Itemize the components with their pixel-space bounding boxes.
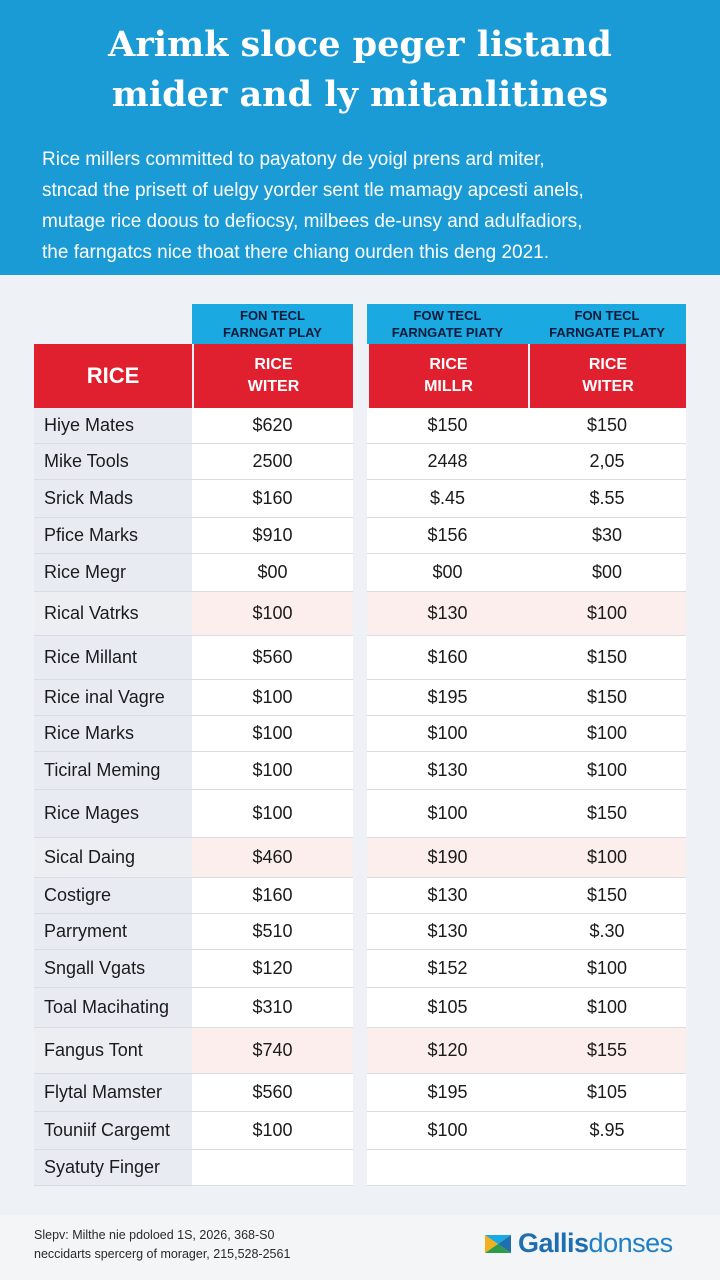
subheader-line: FARNGAT PLAY xyxy=(223,325,322,340)
subheader-line: FOW TECL xyxy=(413,308,482,323)
column-header-line: RICE xyxy=(254,356,293,373)
intro-line: the farngatcs nice thoat there chiang ourden this deng 2021. xyxy=(42,242,550,263)
rice-witer-2-value: $100 xyxy=(528,752,686,790)
row-label: Flytal Mamster xyxy=(34,1074,192,1112)
brand-logo xyxy=(483,1228,673,1259)
rice-millr-value: $152 xyxy=(367,950,528,988)
row-label: Sical Daing xyxy=(34,838,192,878)
rice-witer-value: $00 xyxy=(192,554,353,592)
rice-millr-value: $195 xyxy=(367,1074,528,1112)
table-row xyxy=(0,680,720,716)
table-row xyxy=(0,716,720,752)
rice-witer-2-value: $150 xyxy=(528,878,686,914)
row-label: Parryment xyxy=(34,914,192,950)
subheader-line: FARNGATE PLATY xyxy=(549,325,665,340)
table-row xyxy=(0,988,720,1028)
table-row xyxy=(0,636,720,680)
table-row xyxy=(0,914,720,950)
rice-witer-value: $100 xyxy=(192,1112,353,1150)
table-row xyxy=(0,838,720,878)
row-label: Rice Mages xyxy=(34,790,192,838)
table-row xyxy=(0,1112,720,1150)
column-header-line: WITER xyxy=(247,378,300,395)
row-label: Ticiral Meming xyxy=(34,752,192,790)
table-row xyxy=(0,752,720,790)
rice-millr-value: $120 xyxy=(367,1028,528,1074)
rice-millr-value: $100 xyxy=(367,716,528,752)
rice-witer-value: $560 xyxy=(192,636,353,680)
rice-witer-2-value xyxy=(528,1150,686,1186)
table-row xyxy=(0,790,720,838)
rice-witer-value: $560 xyxy=(192,1074,353,1112)
intro-line: mutage rice doous to defiocsy, milbees de-unsy and adulfadiors, xyxy=(42,211,583,232)
rice-witer-2-value: $100 xyxy=(528,988,686,1028)
rice-witer-2-value: $150 xyxy=(528,680,686,716)
rice-witer-value: $160 xyxy=(192,878,353,914)
row-label: Srick Mads xyxy=(34,480,192,518)
rice-millr-value: $130 xyxy=(367,878,528,914)
rice-witer-value: $510 xyxy=(192,914,353,950)
rice-millr-value: $.45 xyxy=(367,480,528,518)
rice-millr-value: $130 xyxy=(367,752,528,790)
rice-millr-value: 2448 xyxy=(367,444,528,480)
rice-witer-value: $740 xyxy=(192,1028,353,1074)
table-row xyxy=(0,592,720,636)
rice-witer-2-value: $105 xyxy=(528,1074,686,1112)
rice-witer-2-value: $00 xyxy=(528,554,686,592)
logo-wordmark-bold: Gallis xyxy=(518,1228,589,1258)
rice-witer-value: $100 xyxy=(192,752,353,790)
footnote-line: neccidarts spercerg of morager, 215,528-2561 xyxy=(34,1247,291,1261)
table-header-rice: RICE xyxy=(34,344,192,408)
rice-millr-value: $00 xyxy=(367,554,528,592)
rice-witer-2-value: $150 xyxy=(528,408,686,444)
rice-millr-value: $130 xyxy=(367,914,528,950)
intro-line: stncad the prisett of uelgy yorder sent tle mamagy apcesti anels, xyxy=(42,180,584,201)
table-row xyxy=(0,444,720,480)
row-label: Hiye Mates xyxy=(34,408,192,444)
rice-witer-value: $100 xyxy=(192,790,353,838)
column-subheader xyxy=(367,304,528,344)
rice-witer-value: $620 xyxy=(192,408,353,444)
header-banner xyxy=(0,0,720,275)
rice-witer-value: $120 xyxy=(192,950,353,988)
rice-witer-2-value: $100 xyxy=(528,592,686,636)
rice-witer-value: $100 xyxy=(192,680,353,716)
rice-millr-value xyxy=(367,1150,528,1186)
column-header xyxy=(530,344,686,408)
row-label: Rice Megr xyxy=(34,554,192,592)
row-label: Fangus Tont xyxy=(34,1028,192,1074)
column-header-line: RICE xyxy=(429,356,468,373)
column-header xyxy=(194,344,353,408)
column-subheader xyxy=(192,304,353,344)
column-header xyxy=(369,344,528,408)
table-row xyxy=(0,1074,720,1112)
rice-millr-value: $190 xyxy=(367,838,528,878)
title-line: mider and ly mitanlitines xyxy=(111,74,609,115)
row-label: Rice inal Vagre xyxy=(34,680,192,716)
row-label: Sngall Vgats xyxy=(34,950,192,988)
table-row xyxy=(0,950,720,988)
rice-witer-2-value: $30 xyxy=(528,518,686,554)
row-label: Toal Macihating xyxy=(34,988,192,1028)
rice-millr-value: $130 xyxy=(367,592,528,636)
rice-witer-value: $310 xyxy=(192,988,353,1028)
footnote-line: Slepv: Milthe nie pdoloed 1S, 2026, 368-S0 xyxy=(34,1228,275,1242)
logo-wordmark-rest: donses xyxy=(588,1228,673,1258)
rice-millr-value: $195 xyxy=(367,680,528,716)
rice-witer-2-value: 2,05 xyxy=(528,444,686,480)
rice-witer-value: $460 xyxy=(192,838,353,878)
rice-witer-value: $910 xyxy=(192,518,353,554)
column-header-line: MILLR xyxy=(424,378,473,395)
subheader-line: FON TECL xyxy=(574,308,640,323)
row-label: Mike Tools xyxy=(34,444,192,480)
rice-witer-2-value: $.30 xyxy=(528,914,686,950)
subheader-line: FON TECL xyxy=(240,308,305,323)
rice-witer-2-value: $100 xyxy=(528,950,686,988)
rice-millr-value: $156 xyxy=(367,518,528,554)
column-header-line: RICE xyxy=(588,356,628,373)
rice-millr-value: $100 xyxy=(367,1112,528,1150)
rice-millr-value: $150 xyxy=(367,408,528,444)
rice-witer-2-value: $100 xyxy=(528,838,686,878)
table-row xyxy=(0,518,720,554)
rice-witer-value: $100 xyxy=(192,716,353,752)
rice-witer-2-value: $.95 xyxy=(528,1112,686,1150)
row-label: Syatuty Finger xyxy=(34,1150,192,1186)
subheader-line: FARNGATE PIATY xyxy=(391,325,504,340)
row-label: Costigre xyxy=(34,878,192,914)
page-title xyxy=(0,20,720,120)
table-row xyxy=(0,554,720,592)
rice-millr-value: $160 xyxy=(367,636,528,680)
logo-wordmark xyxy=(518,1228,673,1259)
rice-witer-2-value: $155 xyxy=(528,1028,686,1074)
table-row xyxy=(0,408,720,444)
rice-witer-2-value: $100 xyxy=(528,716,686,752)
rice-witer-value: $160 xyxy=(192,480,353,518)
logo-mark-icon xyxy=(483,1229,513,1259)
footnote xyxy=(34,1226,290,1264)
column-header-line: WITER xyxy=(582,378,634,395)
rice-witer-2-value: $150 xyxy=(528,636,686,680)
rice-witer-value xyxy=(192,1150,353,1186)
row-label: Touniif Cargemt xyxy=(34,1112,192,1150)
rice-millr-value: $105 xyxy=(367,988,528,1028)
table-row xyxy=(0,1150,720,1186)
row-label: Rice Millant xyxy=(34,636,192,680)
rice-witer-2-value: $150 xyxy=(528,790,686,838)
table-row xyxy=(0,1028,720,1074)
table-row xyxy=(0,480,720,518)
rice-millr-value: $100 xyxy=(367,790,528,838)
intro-paragraph xyxy=(42,144,692,268)
rice-witer-value: $100 xyxy=(192,592,353,636)
column-subheader xyxy=(528,304,686,344)
row-label: Pfice Marks xyxy=(34,518,192,554)
rice-witer-value: 2500 xyxy=(192,444,353,480)
intro-line: Rice millers committed to payatony de yoigl prens ard miter, xyxy=(42,149,545,170)
row-label: Rical Vatrks xyxy=(34,592,192,636)
table-row xyxy=(0,878,720,914)
title-line: Arimk sloce peger listand xyxy=(108,24,612,65)
rice-witer-2-value: $.55 xyxy=(528,480,686,518)
row-label: Rice Marks xyxy=(34,716,192,752)
